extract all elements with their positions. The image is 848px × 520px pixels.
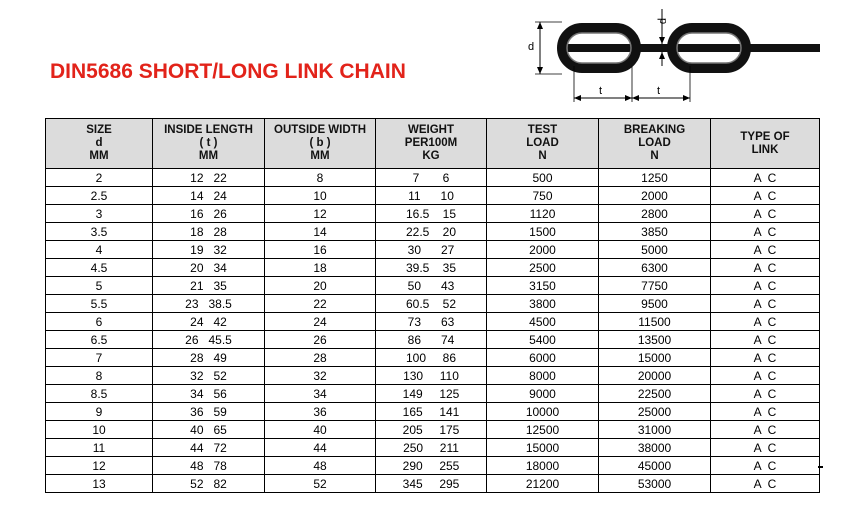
- table-row: [46, 457, 820, 475]
- header-weight-line: PER100M: [404, 137, 458, 149]
- cell-test-load: 2500: [487, 259, 599, 277]
- table-row: [46, 439, 820, 457]
- cell-type-of-link: A C: [711, 457, 820, 475]
- cell-inside-length: 44 72: [153, 439, 265, 457]
- header-type-of-link: [711, 119, 820, 169]
- cell-inside-length: 52 82: [153, 475, 265, 493]
- cell-type-of-link: A C: [711, 349, 820, 367]
- cell-outside-width: 32: [265, 367, 376, 385]
- cell-type-of-link: A C: [711, 187, 820, 205]
- cell-weight: 345 295: [376, 475, 487, 493]
- header-test-load: [487, 119, 599, 169]
- cell-type-of-link: A C: [711, 223, 820, 241]
- cell-weight: 73 63: [376, 313, 487, 331]
- cell-inside-length: 23 38.5: [153, 295, 265, 313]
- cell-test-load: 12500: [487, 421, 599, 439]
- dim-p-label: p: [657, 18, 669, 25]
- dim-p-arrow-top: [659, 37, 665, 44]
- cell-weight: 22.5 20: [376, 223, 487, 241]
- header-breaking-load-line: LOAD: [638, 137, 671, 149]
- dim-t1-arrow-left: [574, 95, 581, 101]
- cell-test-load: 21200: [487, 475, 599, 493]
- cell-type-of-link: A C: [711, 403, 820, 421]
- cell-type-of-link: A C: [711, 259, 820, 277]
- cell-outside-width: 18: [265, 259, 376, 277]
- cell-size: 3: [46, 205, 153, 223]
- table-row: [46, 349, 820, 367]
- cell-test-load: 3150: [487, 277, 599, 295]
- cell-test-load: 5400: [487, 331, 599, 349]
- table-row: [46, 421, 820, 439]
- cell-breaking-load: 15000: [599, 349, 711, 367]
- cell-outside-width: 28: [265, 349, 376, 367]
- header-weight: [376, 119, 487, 169]
- cell-inside-length: 20 34: [153, 259, 265, 277]
- cell-breaking-load: 20000: [599, 367, 711, 385]
- cell-outside-width: 52: [265, 475, 376, 493]
- table-row: [46, 295, 820, 313]
- header-breaking-load: [599, 119, 711, 169]
- cell-size: 12: [46, 457, 153, 475]
- cell-breaking-load: 1250: [599, 169, 711, 187]
- table-row: [46, 187, 820, 205]
- cell-breaking-load: 31000: [599, 421, 711, 439]
- cell-weight: 60.5 52: [376, 295, 487, 313]
- cell-weight: 205 175: [376, 421, 487, 439]
- cell-outside-width: 20: [265, 277, 376, 295]
- header-inside-length-line: ( t ): [199, 137, 218, 149]
- cell-inside-length: 18 28: [153, 223, 265, 241]
- cell-size: 8.5: [46, 385, 153, 403]
- cell-test-load: 3800: [487, 295, 599, 313]
- cell-size: 6.5: [46, 331, 153, 349]
- table-row: [46, 205, 820, 223]
- cell-type-of-link: A C: [711, 241, 820, 259]
- cell-size: 4: [46, 241, 153, 259]
- cell-type-of-link: A C: [711, 277, 820, 295]
- cell-weight: 39.5 35: [376, 259, 487, 277]
- header-size: [46, 119, 153, 169]
- table-row: [46, 277, 820, 295]
- cell-type-of-link: A C: [711, 205, 820, 223]
- header-test-load-line: LOAD: [526, 137, 559, 149]
- cell-breaking-load: 6300: [599, 259, 711, 277]
- dim-d-label: d: [528, 41, 535, 53]
- header-type-of-link-line: LINK: [751, 143, 779, 156]
- cell-size: 7: [46, 349, 153, 367]
- cell-outside-width: 34: [265, 385, 376, 403]
- cell-outside-width: 48: [265, 457, 376, 475]
- chain-link-diagram: [522, 4, 822, 108]
- cell-inside-length: 21 35: [153, 277, 265, 295]
- cell-size: 8: [46, 367, 153, 385]
- cell-outside-width: 14: [265, 223, 376, 241]
- cell-outside-width: 24: [265, 313, 376, 331]
- cell-breaking-load: 22500: [599, 385, 711, 403]
- cell-size: 3.5: [46, 223, 153, 241]
- header-outside-width-line: ( b ): [309, 137, 331, 149]
- cell-test-load: 750: [487, 187, 599, 205]
- cell-breaking-load: 38000: [599, 439, 711, 457]
- header-weight-line: WEIGHT: [408, 124, 454, 136]
- cell-outside-width: 10: [265, 187, 376, 205]
- cell-outside-width: 16: [265, 241, 376, 259]
- cell-type-of-link: A C: [711, 421, 820, 439]
- cell-test-load: 1500: [487, 223, 599, 241]
- page-title: DIN5686 SHORT/LONG LINK CHAIN: [50, 60, 406, 83]
- cell-size: 2: [46, 169, 153, 187]
- cell-breaking-load: 9500: [599, 295, 711, 313]
- cell-test-load: 10000: [487, 403, 599, 421]
- cell-test-load: 500: [487, 169, 599, 187]
- cell-inside-length: 40 65: [153, 421, 265, 439]
- cell-outside-width: 40: [265, 421, 376, 439]
- cell-test-load: 18000: [487, 457, 599, 475]
- cell-inside-length: 24 42: [153, 313, 265, 331]
- cell-breaking-load: 53000: [599, 475, 711, 493]
- cell-type-of-link: A C: [711, 295, 820, 313]
- header-size-line: d: [95, 137, 103, 149]
- cell-test-load: 1120: [487, 205, 599, 223]
- dim-d-arrow-top: [537, 22, 543, 29]
- cell-type-of-link: A C: [711, 331, 820, 349]
- cell-inside-length: 32 52: [153, 367, 265, 385]
- header-breaking-load-line: N: [650, 150, 659, 162]
- cell-type-of-link: A C: [711, 439, 820, 457]
- cell-breaking-load: 2800: [599, 205, 711, 223]
- cell-size: 4.5: [46, 259, 153, 277]
- table-row: [46, 403, 820, 421]
- chain-spec-table: [45, 118, 820, 493]
- cell-test-load: 2000: [487, 241, 599, 259]
- header-inside-length-line: INSIDE LENGTH: [164, 124, 253, 136]
- cell-breaking-load: 13500: [599, 331, 711, 349]
- cell-weight: 290 255: [376, 457, 487, 475]
- cell-outside-width: 44: [265, 439, 376, 457]
- header-size-line: SIZE: [86, 124, 112, 136]
- cell-size: 6: [46, 313, 153, 331]
- cell-weight: 250 211: [376, 439, 487, 457]
- cell-weight: 30 27: [376, 241, 487, 259]
- header-outside-width-line: MM: [310, 150, 330, 162]
- dim-t2-arrow-right: [683, 95, 690, 101]
- cell-size: 11: [46, 439, 153, 457]
- dim-t2-label: t: [657, 85, 661, 97]
- cell-weight: 100 86: [376, 349, 487, 367]
- cell-inside-length: 36 59: [153, 403, 265, 421]
- cell-breaking-load: 3850: [599, 223, 711, 241]
- header-inside-length-line: MM: [198, 150, 219, 162]
- header-weight-line: KG: [422, 150, 440, 162]
- table-row: [46, 331, 820, 349]
- chain-bar: [562, 44, 820, 52]
- header-test-load-line: TEST: [527, 124, 558, 136]
- table-header: [46, 119, 820, 169]
- cell-breaking-load: 2000: [599, 187, 711, 205]
- cell-size: 5: [46, 277, 153, 295]
- table-row: [46, 223, 820, 241]
- dim-t1-arrow-right: [625, 95, 632, 101]
- table-row: [46, 367, 820, 385]
- table-row: [46, 259, 820, 277]
- cell-weight: 86 74: [376, 331, 487, 349]
- header-outside-width: [265, 119, 376, 169]
- header-test-load-line: N: [538, 150, 547, 162]
- cell-type-of-link: A C: [711, 385, 820, 403]
- cell-inside-length: 12 22: [153, 169, 265, 187]
- cell-breaking-load: 11500: [599, 313, 711, 331]
- cell-test-load: 15000: [487, 439, 599, 457]
- cell-weight: 165 141: [376, 403, 487, 421]
- cell-breaking-load: 7750: [599, 277, 711, 295]
- cell-inside-length: 28 49: [153, 349, 265, 367]
- cell-inside-length: 48 78: [153, 457, 265, 475]
- cell-outside-width: 22: [265, 295, 376, 313]
- cell-outside-width: 26: [265, 331, 376, 349]
- cell-inside-length: 34 56: [153, 385, 265, 403]
- cell-size: 5.5: [46, 295, 153, 313]
- dim-d-arrow-bottom: [537, 67, 543, 74]
- cell-weight: 50 43: [376, 277, 487, 295]
- header-type-of-link-line: TYPE OF: [740, 130, 790, 143]
- cell-weight: 11 10: [376, 187, 487, 205]
- dim-p-arrow-bottom: [659, 52, 665, 59]
- header-inside-length: [153, 119, 265, 169]
- cell-type-of-link: A C: [711, 313, 820, 331]
- cell-type-of-link: A C: [711, 475, 820, 493]
- header-row: [46, 119, 820, 169]
- header-breaking-load-line: BREAKING: [623, 124, 686, 136]
- table-row: [46, 475, 820, 493]
- table-row: [46, 385, 820, 403]
- cell-size: 10: [46, 421, 153, 439]
- cell-breaking-load: 5000: [599, 241, 711, 259]
- cell-inside-length: 19 32: [153, 241, 265, 259]
- cell-outside-width: 8: [265, 169, 376, 187]
- cell-inside-length: 26 45.5: [153, 331, 265, 349]
- cell-type-of-link: A C: [711, 367, 820, 385]
- table-body: [46, 169, 820, 493]
- cell-test-load: 9000: [487, 385, 599, 403]
- header-size-line: MM: [89, 150, 109, 162]
- cell-size: 9: [46, 403, 153, 421]
- table-row: [46, 241, 820, 259]
- cell-weight: 16.5 15: [376, 205, 487, 223]
- stray-mark: [818, 466, 823, 468]
- header-outside-width-line: OUTSIDE WIDTH: [274, 124, 366, 136]
- cell-outside-width: 12: [265, 205, 376, 223]
- cell-inside-length: 14 24: [153, 187, 265, 205]
- table-row: [46, 169, 820, 187]
- cell-type-of-link: A C: [711, 169, 820, 187]
- cell-breaking-load: 45000: [599, 457, 711, 475]
- cell-weight: 149 125: [376, 385, 487, 403]
- cell-inside-length: 16 26: [153, 205, 265, 223]
- dim-t2-arrow-left: [632, 95, 639, 101]
- table-row: [46, 313, 820, 331]
- cell-weight: 7 6: [376, 169, 487, 187]
- cell-test-load: 4500: [487, 313, 599, 331]
- cell-breaking-load: 25000: [599, 403, 711, 421]
- dim-t1-label: t: [599, 85, 603, 97]
- cell-size: 2.5: [46, 187, 153, 205]
- cell-test-load: 8000: [487, 367, 599, 385]
- cell-outside-width: 36: [265, 403, 376, 421]
- cell-test-load: 6000: [487, 349, 599, 367]
- cell-weight: 130 110: [376, 367, 487, 385]
- cell-size: 13: [46, 475, 153, 493]
